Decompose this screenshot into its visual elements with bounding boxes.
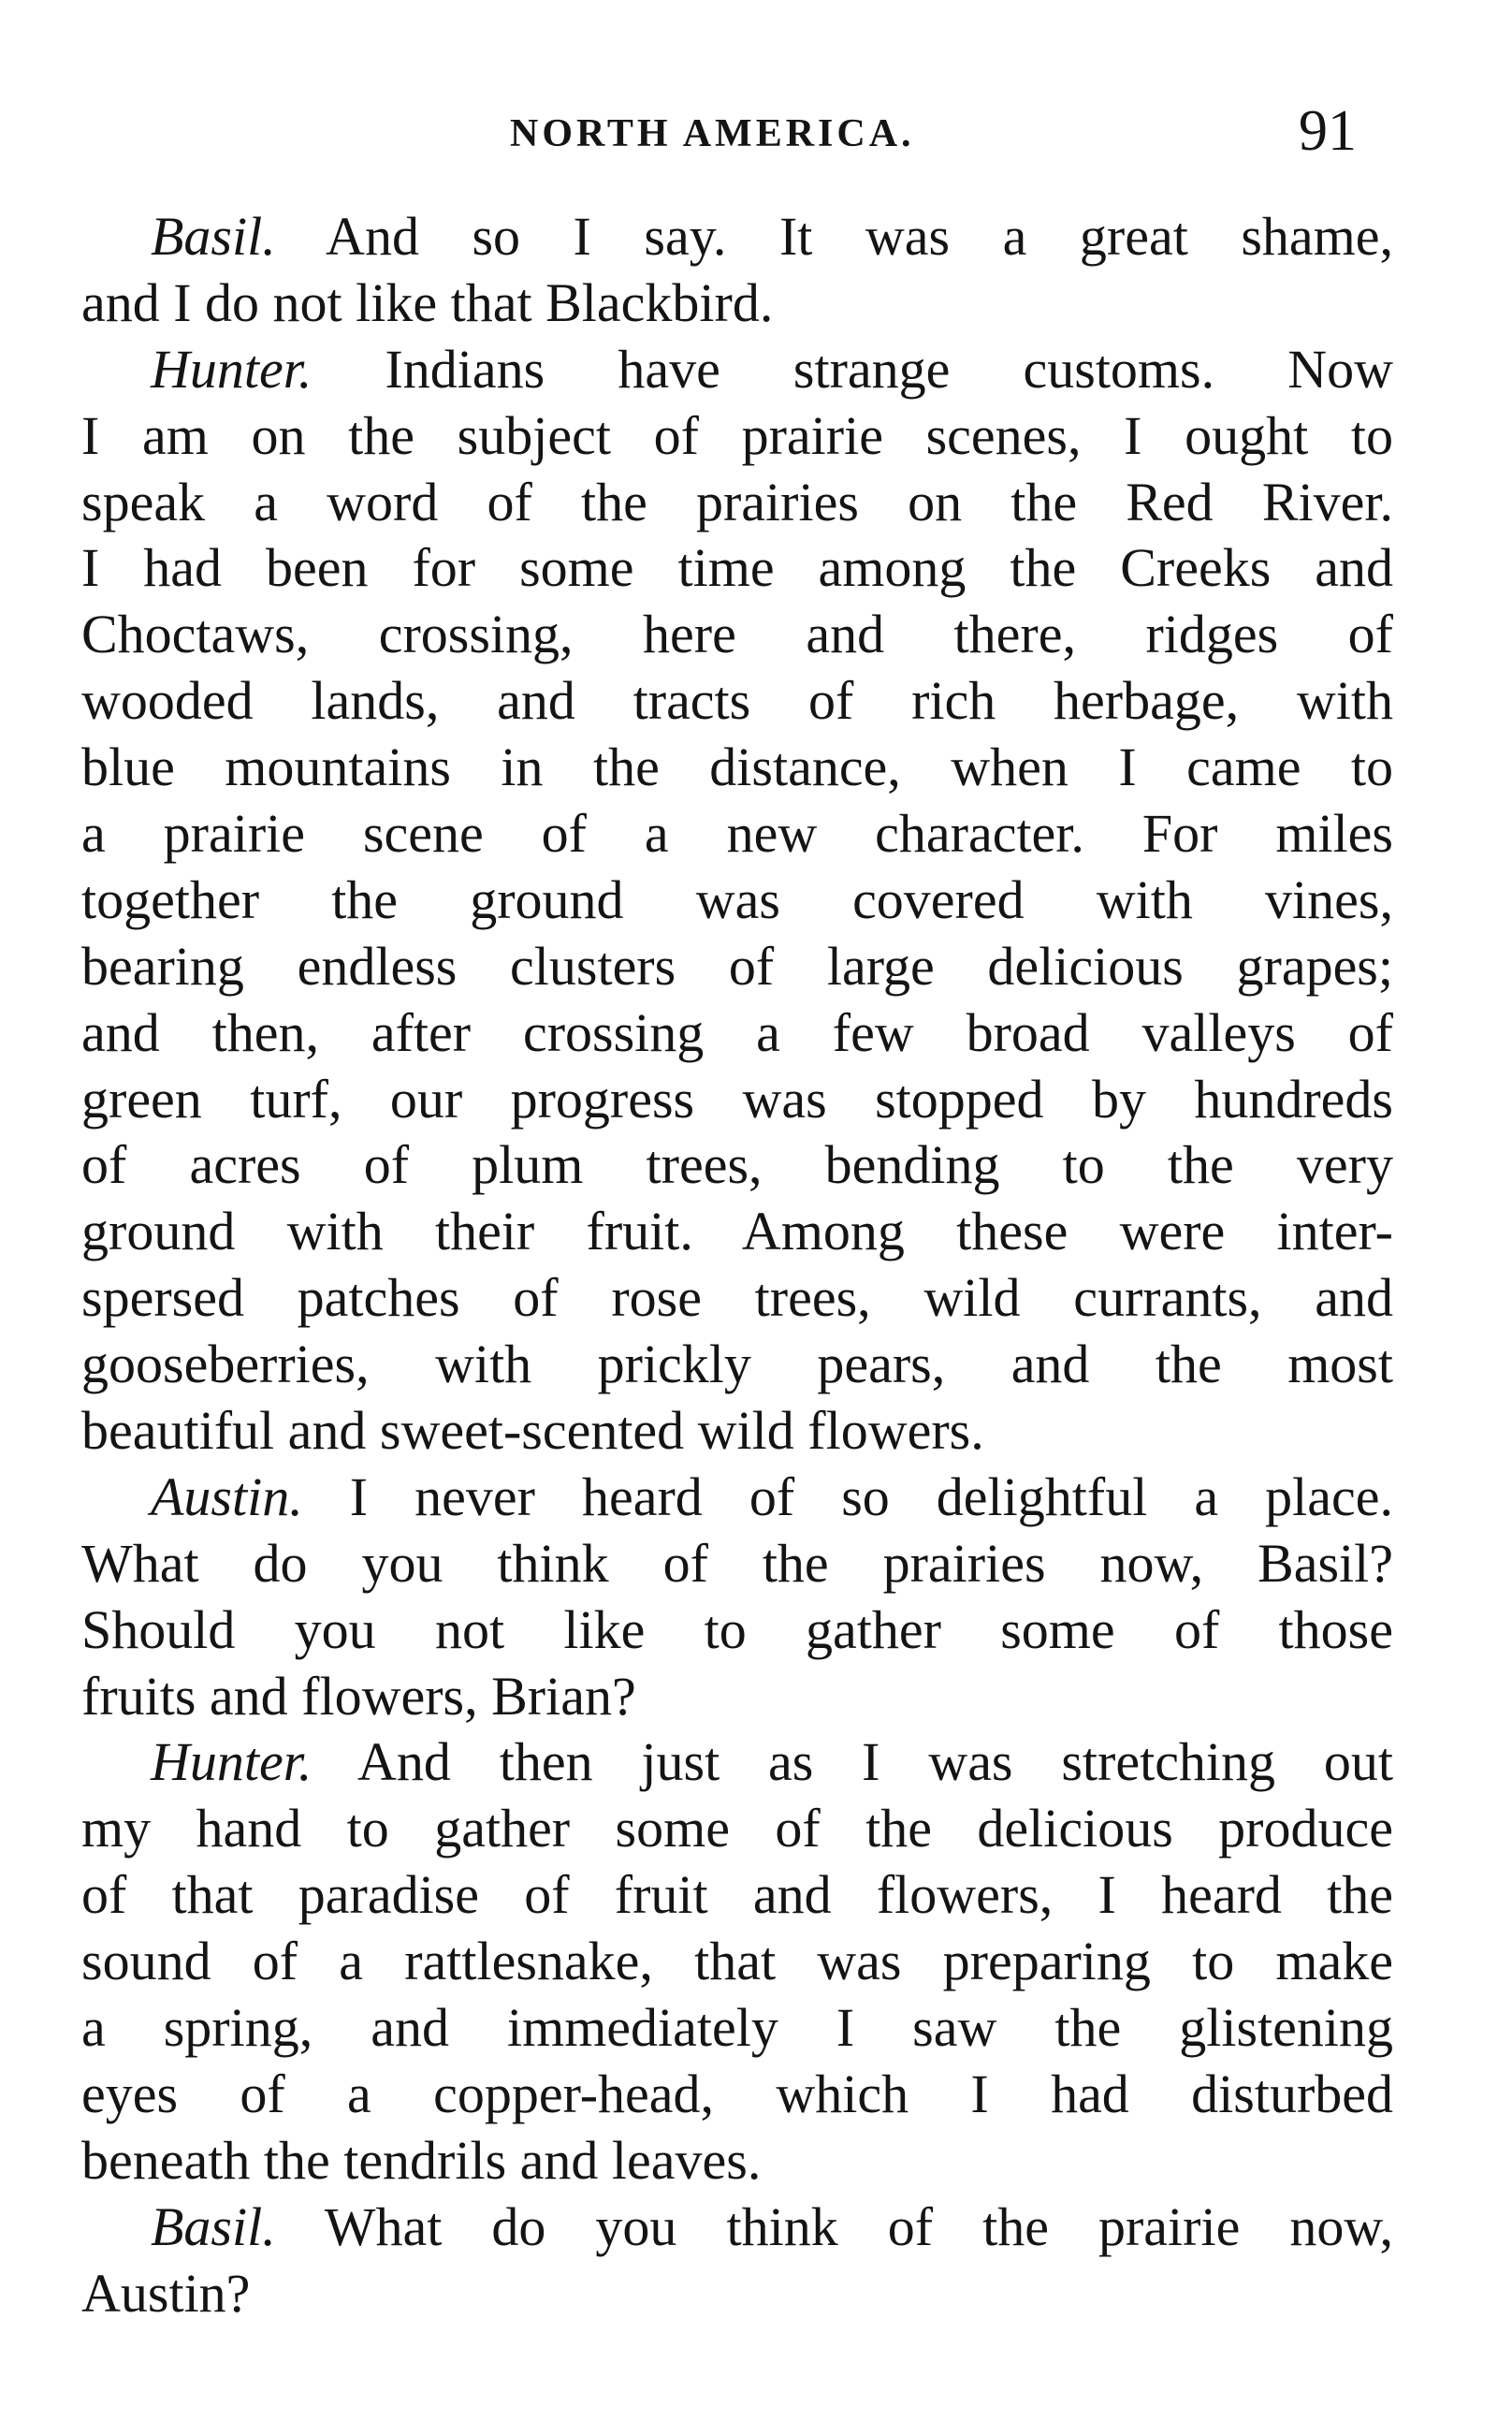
page-number: 91	[1299, 99, 1357, 163]
text-line: ground with their fruit. Among these were inter-	[81, 1201, 1393, 1262]
speaker-name: Basil.	[151, 206, 276, 267]
text-line	[81, 1465, 1393, 1531]
speaker-name: Austin.	[151, 1465, 303, 1527]
running-title: NORTH AMERICA.	[510, 112, 915, 155]
paragraph	[81, 337, 1393, 1465]
text-line: sound of a rattlesnake, that was preparing to make	[81, 1931, 1393, 1992]
text-line: blue mountains in the distance, when I came to	[81, 736, 1393, 798]
text-line: Choctaws, crossing, here and there, ridges of	[81, 604, 1393, 665]
text-line	[81, 1729, 1393, 1796]
line-text: Indians have strange customs. Now	[312, 338, 1393, 400]
text-line: of that paradise of fruit and flowers, I heard the	[81, 1864, 1393, 1926]
body-text	[81, 204, 1393, 2327]
line-text: And then just as I was stretching out	[312, 1731, 1393, 1793]
text-line: speak a word of the prairies on the Red River.	[81, 471, 1393, 532]
text-line: and then, after crossing a few broad valleys of	[81, 1001, 1393, 1063]
paragraph	[81, 1729, 1393, 2194]
line-text: I never heard of so delightful a place.	[302, 1465, 1393, 1527]
paragraph	[81, 204, 1393, 337]
text-line: Austin?	[81, 2262, 251, 2324]
text-line: and I do not like that Blackbird.	[81, 271, 774, 333]
text-line: I had been for some time among the Creeks and	[81, 537, 1393, 599]
text-line	[81, 204, 1393, 270]
text-line	[81, 337, 1393, 403]
text-line: wooded lands, and tracts of rich herbage, with	[81, 670, 1393, 732]
text-line: gooseberries, with prickly pears, and the most	[81, 1334, 1393, 1395]
text-line: beneath the tendrils and leaves.	[81, 2129, 762, 2191]
paragraph	[81, 1465, 1393, 1730]
text-line: of acres of plum trees, bending to the very	[81, 1134, 1393, 1196]
paragraph	[81, 2194, 1393, 2327]
speaker-name: Hunter.	[151, 1731, 313, 1793]
text-line	[81, 2194, 1393, 2261]
speaker-name: Hunter.	[151, 338, 313, 400]
text-line: Should you not like to gather some of those	[81, 1598, 1393, 1660]
line-text: And so I say. It was a great shame,	[275, 206, 1393, 267]
text-line: eyes of a copper-head, which I had disturbed	[81, 2063, 1393, 2124]
running-head	[0, 98, 1512, 173]
line-text: What do you think of the prairie now,	[275, 2195, 1393, 2257]
text-line: bearing endless clusters of large delicious grapes;	[81, 935, 1393, 997]
text-line: together the ground was covered with vines,	[81, 868, 1393, 930]
text-line: green turf, our progress was stopped by hundreds	[81, 1068, 1393, 1130]
text-line: I am on the subject of prairie scenes, I ought to	[81, 404, 1393, 466]
text-line: a spring, and immediately I saw the glistening	[81, 1997, 1393, 2059]
text-line: beautiful and sweet-scented wild flowers.	[81, 1400, 984, 1462]
text-line: fruits and flowers, Brian?	[81, 1665, 636, 1727]
text-line: spersed patches of rose trees, wild currants, and	[81, 1267, 1393, 1329]
text-line: my hand to gather some of the delicious produce	[81, 1798, 1393, 1859]
speaker-name: Basil.	[151, 2195, 276, 2257]
text-line: What do you think of the prairies now, Basil?	[81, 1532, 1393, 1594]
text-line: a prairie scene of a new character. For miles	[81, 803, 1393, 865]
